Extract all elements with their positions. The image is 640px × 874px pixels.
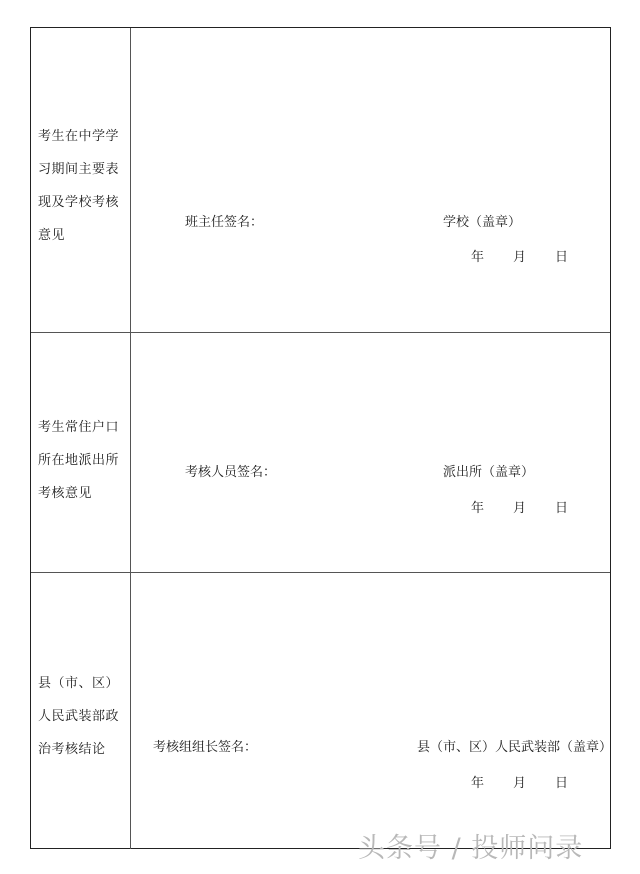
signature-label: 班主任签名： <box>185 215 264 230</box>
label-line: 县（市、区） <box>38 676 120 691</box>
row-content-cell <box>131 573 613 849</box>
label-line: 所在地派出所 <box>38 453 120 468</box>
row-label-cell <box>31 28 131 332</box>
signature-label: 考核人员签名： <box>185 465 277 480</box>
police-review-row <box>31 332 610 572</box>
label-line: 习期间主要表 <box>38 162 120 177</box>
row-label <box>38 120 130 252</box>
row-label <box>38 411 130 510</box>
label-line: 人民武装部政 <box>38 709 120 724</box>
signature-label: 考核组组长签名： <box>153 740 258 755</box>
label-line: 考生在中学学 <box>38 129 120 144</box>
date-day: 日 <box>555 501 569 516</box>
date-year: 年 <box>471 501 485 516</box>
date-year: 年 <box>471 776 485 791</box>
label-line: 治考核结论 <box>38 742 106 757</box>
date-month: 月 <box>513 250 527 265</box>
armed-forces-review-row <box>31 572 613 849</box>
row-label <box>38 667 130 766</box>
date-day: 日 <box>555 250 569 265</box>
label-line: 意见 <box>38 228 66 243</box>
date-day: 日 <box>555 776 569 791</box>
watermark: 头条号 / 投师问录 <box>358 833 584 864</box>
label-line: 现及学校考核 <box>38 195 120 210</box>
seal-label: 县（市、区）人民武装部（盖章） <box>417 740 613 755</box>
date-year: 年 <box>471 250 485 265</box>
school-review-row <box>31 28 610 332</box>
row-label-cell <box>31 333 131 572</box>
label-line: 考核意见 <box>38 486 93 501</box>
row-content-cell <box>131 28 610 332</box>
label-line: 考生常住户口 <box>38 420 120 435</box>
row-content-cell <box>131 333 610 572</box>
date-month: 月 <box>513 501 527 516</box>
review-form-table <box>30 27 611 849</box>
seal-label: 学校（盖章） <box>443 215 522 230</box>
date-month: 月 <box>513 776 527 791</box>
seal-label: 派出所（盖章） <box>443 465 535 480</box>
row-label-cell <box>31 573 131 849</box>
